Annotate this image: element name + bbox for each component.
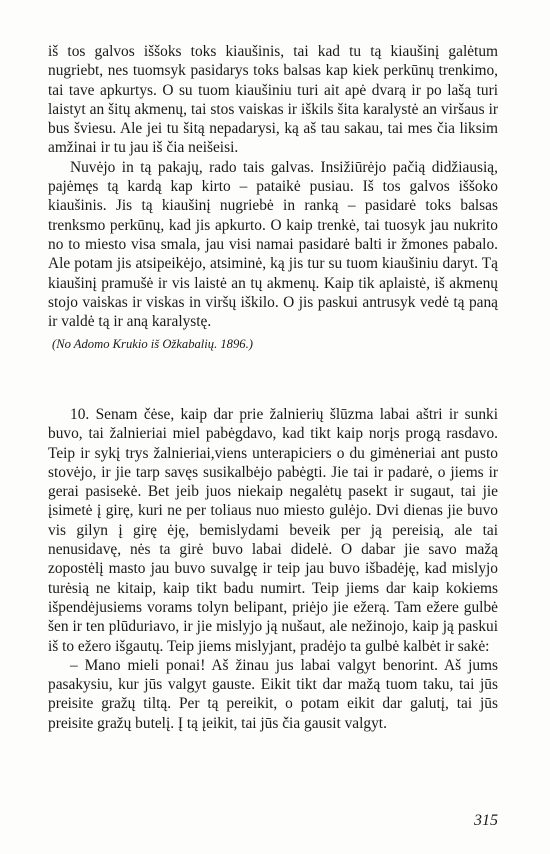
source-citation: (No Adomo Krukio iš Ožkabalių. 1896.)	[52, 337, 253, 352]
text-block-top	[48, 42, 498, 352]
paragraph-story-end: Nuvėjo in tą pakajų, rado tais galvas. Insižiūrėjo pačią didžiausią, pajėmęs tą kardą kap kirto – pataikė pusiau. Iš tos galvos iššoko kiaušinis. Jis tą kiaušinį nugriebė in ranką – pasidarė toks balsas trenksmo perkūnų, kad jis apkurto. O kaip trenkė, tai tuosyk jau nukrito no to miesto visa smala, jau visi namai pasidarė balti ir žmones pabalo. Ale potam jis atsipeikėjo, atsiminė, ką jis tur su tuom kiaušiniu daryt. Tą kiaušinį pramušė ir vis laistė an tų akmenų. Kaip tik aplaistė, iš akmenų stojo vaiskas ir viskas in viršų iškilo. O jis paskui antrusyk vedė tą paną ir valdė tą ir aną karalystę.	[48, 158, 498, 331]
paragraph-swan-speech: – Mano mieli ponai! Aš žinau jus labai valgyt benorint. Aš jums pasakysiu, kur jūs valgyt gauste. Eikit tikt dar mažą tuom taku, tai jūs preisite gražų tiltą. Per tą pereikit, o potam eikit dar galutį, tai jūs preisite gražų butelį. Į tą įeikit, tai jūs čia gausit valgyt.	[48, 656, 498, 732]
paragraph-continued: iš tos galvos iššoks toks kiaušinis, tai kad tu tą kiaušinį galėtum nugriebt, nes tuomsyk pasidarys toks balsas kap kiek perkūnų trenkimo, tai tave apkurtys. O su tuom kiaušiniu turi ait apė dvarą ir po lašą turi laistyt an šitų akmenų, tai stos vaiskas ir iškils šita karalystė an viršaus ir bus šviesu. Ale jei tu šitą nepadarysi, ką aš tau sakau, tai mes čia liksim amžinai ir tu jau iš čia neišeisi.	[48, 43, 498, 157]
paragraph-tale-10: 10. Senam čėse, kaip dar prie žalnierių šlūzma labai aštri ir sunki buvo, tai žalnieriai miel pabėgdavo, kad tikt kaip norįs progą rasdavo. Teip ir sykį trys žalnieriai,viens unterapiciers o du gimėneriai ant pusto stovėjo, ir jie tarp savęs susikalbėjo pabėgti. Jie tai ir padarė, o jiems ir gerai pasisekė. Bet jeib juos niekaip negalėtų pasekt ir sugaut, tai jie įsimetė į girę, kuri ne per toliaus nuo miesto gulėjo. Dvi dienas jie buvo vis gilyn į girę ėję, bemislydami beveik per ją pereisią, ale tai nenusidavę, nės ta girė buvo labai didelė. O dabar jie savo mažą zopostėlį masto jau buvo suvalgę ir teip jau buvo išbadėję, kad mislyjo turėsią ne kitaip, kaip tikt badu numirt. Teip jiems dar kaip kokiems išpendėjusiems vorams tolyn belipant, priėjo jie ežerą. Tam ežere gulbė šen ir ten plūduriavo, ir jie mislyjo ją nušaut, ale nežinojo, kaip ją paskui iš to ežero išgautų. Teip jiems mislyjant, pradėjo ta gulbė kalbėt ir sakė:	[48, 406, 498, 655]
text-block-bottom	[48, 405, 498, 733]
page-number: 315	[474, 812, 498, 829]
